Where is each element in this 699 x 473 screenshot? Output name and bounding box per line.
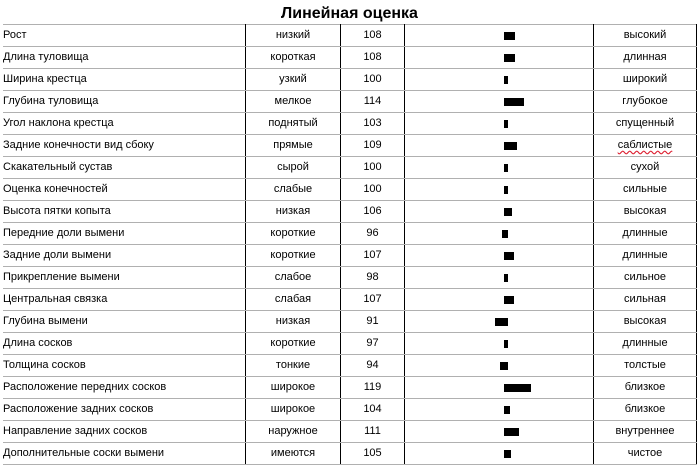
- trait-high-text: сухой: [630, 161, 660, 173]
- trait-high-label: [594, 91, 697, 113]
- table-row: [3, 47, 697, 69]
- trait-name: Угол наклона крестца: [3, 113, 246, 135]
- trait-high-label: [594, 245, 697, 267]
- trait-high-label: [594, 179, 697, 201]
- trait-bar-cell: [405, 47, 594, 69]
- trait-low-label: широкое: [246, 377, 341, 399]
- trait-bar-cell: [405, 377, 594, 399]
- trait-high-label: [594, 399, 697, 421]
- trait-high-text: высокая: [623, 315, 667, 327]
- trait-high-text: широкий: [622, 73, 668, 85]
- trait-low-label: имеются: [246, 443, 341, 465]
- trait-low-label: короткая: [246, 47, 341, 69]
- trait-value: 107: [341, 289, 405, 311]
- trait-value: 108: [341, 25, 405, 47]
- trait-name: Задние конечности вид сбоку: [3, 135, 246, 157]
- trait-bar: [504, 98, 524, 106]
- trait-high-label: [594, 223, 697, 245]
- trait-bar: [504, 384, 531, 392]
- trait-high-text: внутреннее: [615, 425, 675, 437]
- trait-low-label: короткие: [246, 245, 341, 267]
- trait-name: Прикрепление вымени: [3, 267, 246, 289]
- trait-name: Расположение передних сосков: [3, 377, 246, 399]
- trait-bar-cell: [405, 25, 594, 47]
- trait-bar-cell: [405, 267, 594, 289]
- trait-high-label: [594, 157, 697, 179]
- trait-name: Направление задних сосков: [3, 421, 246, 443]
- trait-high-label: [594, 333, 697, 355]
- trait-bar-cell: [405, 91, 594, 113]
- trait-bar-cell: [405, 201, 594, 223]
- trait-high-text: высокий: [623, 29, 667, 41]
- trait-low-label: наружное: [246, 421, 341, 443]
- trait-low-label: низкий: [246, 25, 341, 47]
- trait-value: 91: [341, 311, 405, 333]
- table-row: [3, 311, 697, 333]
- trait-high-text: высокая: [623, 205, 667, 217]
- trait-high-label: [594, 355, 697, 377]
- trait-low-label: низкая: [246, 201, 341, 223]
- trait-value: 94: [341, 355, 405, 377]
- trait-bar: [504, 120, 508, 128]
- trait-bar: [504, 142, 517, 150]
- trait-high-label: [594, 113, 697, 135]
- trait-bar-cell: [405, 157, 594, 179]
- trait-bar: [504, 208, 512, 216]
- trait-bar: [504, 76, 508, 84]
- trait-name: Оценка конечностей: [3, 179, 246, 201]
- trait-bar-cell: [405, 333, 594, 355]
- trait-bar: [504, 450, 511, 458]
- trait-bar: [502, 230, 508, 238]
- trait-bar-cell: [405, 69, 594, 91]
- trait-bar-cell: [405, 289, 594, 311]
- trait-value: 104: [341, 399, 405, 421]
- trait-name: Передние доли вымени: [3, 223, 246, 245]
- trait-bar: [504, 252, 514, 260]
- trait-name: Длина сосков: [3, 333, 246, 355]
- trait-bar-cell: [405, 135, 594, 157]
- trait-high-text: сильная: [624, 293, 666, 305]
- trait-low-label: широкое: [246, 399, 341, 421]
- table-row: [3, 443, 697, 465]
- trait-low-label: слабые: [246, 179, 341, 201]
- trait-bar-cell: [405, 245, 594, 267]
- trait-value: 105: [341, 443, 405, 465]
- trait-high-label: [594, 377, 697, 399]
- trait-high-label: [594, 47, 697, 69]
- trait-name: Толщина сосков: [3, 355, 246, 377]
- trait-value: 107: [341, 245, 405, 267]
- trait-value: 114: [341, 91, 405, 113]
- trait-high-text: длинные: [622, 249, 668, 261]
- trait-name: Длина туловища: [3, 47, 246, 69]
- trait-bar-cell: [405, 355, 594, 377]
- trait-name: Глубина туловища: [3, 91, 246, 113]
- trait-high-label: [594, 267, 697, 289]
- trait-high-text: длинные: [622, 227, 668, 239]
- table-row: [3, 421, 697, 443]
- trait-high-label: [594, 201, 697, 223]
- trait-name: Рост: [3, 25, 246, 47]
- trait-bar-cell: [405, 179, 594, 201]
- trait-high-label: [594, 311, 697, 333]
- trait-value: 103: [341, 113, 405, 135]
- table-row: [3, 69, 697, 91]
- trait-name: Высота пятки копыта: [3, 201, 246, 223]
- table-row: [3, 223, 697, 245]
- table-row: [3, 377, 697, 399]
- trait-bar: [504, 340, 508, 348]
- table-row: [3, 201, 697, 223]
- trait-high-label: [594, 443, 697, 465]
- trait-low-label: сырой: [246, 157, 341, 179]
- trait-high-text: сильное: [623, 271, 667, 283]
- trait-high-text: длинная: [623, 51, 667, 63]
- trait-high-label: [594, 135, 697, 157]
- trait-value: 108: [341, 47, 405, 69]
- trait-low-label: мелкое: [246, 91, 341, 113]
- trait-value: 98: [341, 267, 405, 289]
- trait-bar-cell: [405, 223, 594, 245]
- table-row: [3, 179, 697, 201]
- trait-high-label: [594, 289, 697, 311]
- trait-bar: [504, 274, 508, 282]
- trait-name: Дополнительные соски вымени: [3, 443, 246, 465]
- table-row: [3, 333, 697, 355]
- trait-low-label: слабое: [246, 267, 341, 289]
- trait-high-text: глубокое: [622, 95, 668, 107]
- trait-value: 109: [341, 135, 405, 157]
- trait-low-label: тонкие: [246, 355, 341, 377]
- table-row: [3, 267, 697, 289]
- trait-value: 100: [341, 69, 405, 91]
- table-row: [3, 135, 697, 157]
- trait-high-text: саблистые: [617, 139, 673, 151]
- trait-name: Расположение задних сосков: [3, 399, 246, 421]
- trait-high-text: близкое: [624, 403, 666, 415]
- trait-high-label: [594, 421, 697, 443]
- table-row: [3, 245, 697, 267]
- trait-bar-cell: [405, 311, 594, 333]
- trait-bar: [504, 54, 515, 62]
- table-row: [3, 113, 697, 135]
- trait-high-text: сильные: [623, 183, 667, 195]
- trait-bar: [504, 428, 519, 436]
- traits-table: [3, 24, 697, 465]
- trait-high-text: спущенный: [615, 117, 675, 129]
- trait-low-label: узкий: [246, 69, 341, 91]
- trait-bar: [504, 164, 508, 172]
- trait-name: Задние доли вымени: [3, 245, 246, 267]
- table-row: [3, 289, 697, 311]
- trait-bar: [504, 296, 514, 304]
- trait-low-label: поднятый: [246, 113, 341, 135]
- traits-table-body: [3, 25, 697, 465]
- trait-value: 100: [341, 157, 405, 179]
- trait-high-label: [594, 25, 697, 47]
- trait-bar-cell: [405, 421, 594, 443]
- trait-high-text: длинные: [622, 337, 668, 349]
- trait-name: Центральная связка: [3, 289, 246, 311]
- trait-value: 96: [341, 223, 405, 245]
- table-row: [3, 157, 697, 179]
- table-row: [3, 25, 697, 47]
- trait-bar: [504, 186, 508, 194]
- page-title: Линейная оценка: [281, 5, 418, 22]
- trait-low-label: слабая: [246, 289, 341, 311]
- table-row: [3, 91, 697, 113]
- trait-value: 119: [341, 377, 405, 399]
- trait-bar: [500, 362, 508, 370]
- trait-high-text: толстые: [624, 359, 666, 371]
- trait-value: 100: [341, 179, 405, 201]
- trait-bar: [504, 32, 515, 40]
- trait-name: Скакательный сустав: [3, 157, 246, 179]
- trait-name: Ширина крестца: [3, 69, 246, 91]
- table-row: [3, 355, 697, 377]
- trait-bar: [504, 406, 510, 414]
- trait-low-label: низкая: [246, 311, 341, 333]
- trait-low-label: прямые: [246, 135, 341, 157]
- trait-bar-cell: [405, 399, 594, 421]
- trait-bar-cell: [405, 443, 594, 465]
- trait-high-label: [594, 69, 697, 91]
- trait-bar-cell: [405, 113, 594, 135]
- trait-low-label: короткие: [246, 223, 341, 245]
- trait-value: 111: [341, 421, 405, 443]
- trait-name: Глубина вымени: [3, 311, 246, 333]
- trait-high-text: чистое: [627, 447, 663, 459]
- trait-high-text: близкое: [624, 381, 666, 393]
- trait-low-label: короткие: [246, 333, 341, 355]
- table-row: [3, 399, 697, 421]
- trait-value: 106: [341, 201, 405, 223]
- trait-bar: [495, 318, 508, 326]
- trait-value: 97: [341, 333, 405, 355]
